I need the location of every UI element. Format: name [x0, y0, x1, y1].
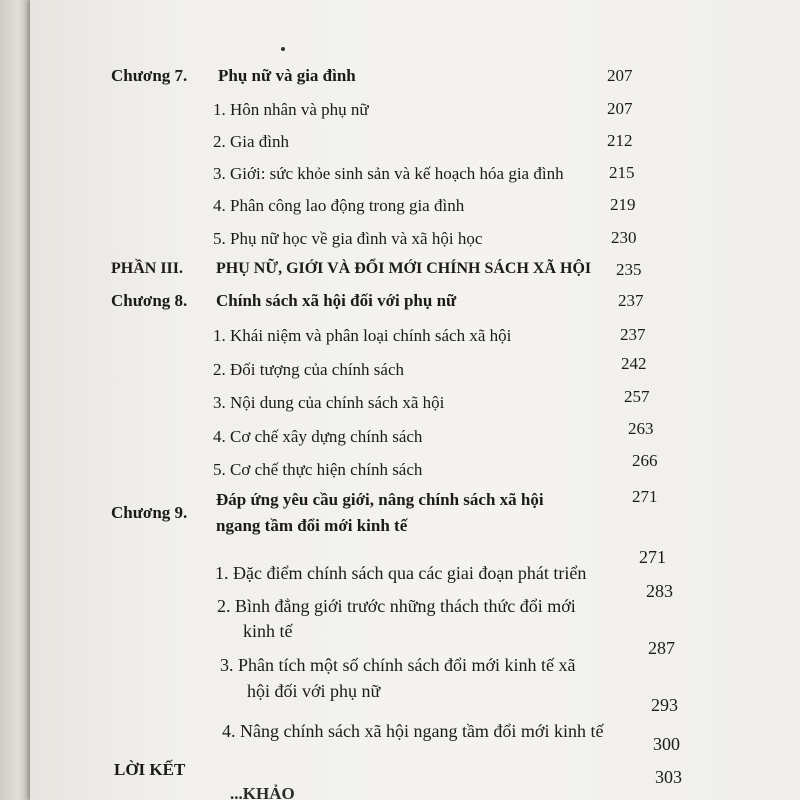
- book-page: [30, 0, 800, 800]
- toc-item-9-4: 4. Nâng chính sách xã hội ngang tầm đổi mới kinh tế: [222, 721, 604, 741]
- chapter-8-label: Chương 8.: [111, 291, 188, 310]
- toc-item-9-2-line1: 2. Bình đẳng giới trước những thách thức đổi mới: [217, 596, 576, 616]
- extra-page-number: 300: [653, 734, 680, 754]
- chapter-8-title: Chính sách xã hội đối với phụ nữ: [216, 291, 457, 310]
- toc-page-9-1: 271: [639, 547, 666, 567]
- toc-item-7-3: 3. Giới: sức khỏe sinh sản và kế hoạch hóa gia đình: [213, 164, 564, 183]
- chapter-7-label: Chương 7.: [111, 66, 188, 85]
- toc-page-8-3: 257: [624, 387, 650, 406]
- chapter-7-title: Phụ nữ và gia đình: [218, 66, 356, 85]
- toc-item-7-1: 1. Hôn nhân và phụ nữ: [213, 100, 369, 119]
- toc-item-7-5: 5. Phụ nữ học về gia đình và xã hội học: [213, 229, 483, 248]
- chapter-7-page: 207: [607, 66, 633, 85]
- toc-page-7-3: 215: [609, 163, 635, 182]
- toc-item-8-4: 4. Cơ chế xây dựng chính sách: [213, 427, 423, 446]
- chapter-9-page: 271: [632, 487, 658, 506]
- page-mark: [281, 47, 285, 51]
- toc-item-7-4: 4. Phân công lao động trong gia đình: [213, 196, 465, 215]
- toc-item-7-2: 2. Gia đình: [213, 132, 290, 151]
- toc-item-9-3-line2: hội đối với phụ nữ: [247, 681, 381, 701]
- toc-page-7-4: 219: [610, 195, 636, 214]
- toc-page-8-1: 237: [620, 325, 646, 344]
- toc-page-7-1: 207: [607, 99, 633, 118]
- closing-page: 303: [655, 767, 682, 787]
- toc-page-8-2: 242: [621, 354, 647, 373]
- toc-item-8-2: 2. Đối tượng của chính sách: [213, 360, 404, 379]
- toc-page-7-5: 230: [611, 228, 637, 247]
- toc-item-9-3-line1: 3. Phân tích một số chính sách đổi mới kinh tế xã: [220, 655, 576, 675]
- toc-item-8-5: 5. Cơ chế thực hiện chính sách: [213, 460, 423, 479]
- closing-label: LỜI KẾT: [114, 760, 186, 779]
- part-3-title: PHỤ NỮ, GIỚI VÀ ĐỔI MỚI CHÍNH SÁCH XÃ HỘI: [216, 260, 592, 277]
- chapter-9-title-line1: Đáp ứng yêu cầu giới, nâng chính sách xã hội: [216, 490, 544, 509]
- chapter-9-title-line2: ngang tầm đổi mới kinh tế: [216, 516, 408, 535]
- book-spine: [0, 0, 30, 800]
- toc-page-8-5: 266: [632, 451, 658, 470]
- part-3-label: PHẦN III.: [111, 260, 184, 277]
- toc-item-9-2-line2: kinh tế: [243, 621, 293, 641]
- chapter-8-page: 237: [618, 291, 644, 310]
- toc-page-8-4: 263: [628, 419, 654, 438]
- chapter-9-label: Chương 9.: [111, 503, 188, 522]
- part-3-page: 235: [616, 260, 642, 279]
- cut-off-heading: ...KHẢO: [230, 784, 295, 800]
- toc-page-9-4: 293: [651, 695, 678, 715]
- toc-page-7-2: 212: [607, 131, 633, 150]
- toc-item-8-3: 3. Nội dung của chính sách xã hội: [213, 393, 445, 412]
- toc-page-9-3: 287: [648, 638, 675, 658]
- toc-page-9-2: 283: [646, 581, 673, 601]
- toc-item-9-1: 1. Đặc điểm chính sách qua các giai đoạn phát triển: [215, 563, 587, 583]
- toc-item-8-1: 1. Khái niệm và phân loại chính sách xã hội: [213, 326, 512, 345]
